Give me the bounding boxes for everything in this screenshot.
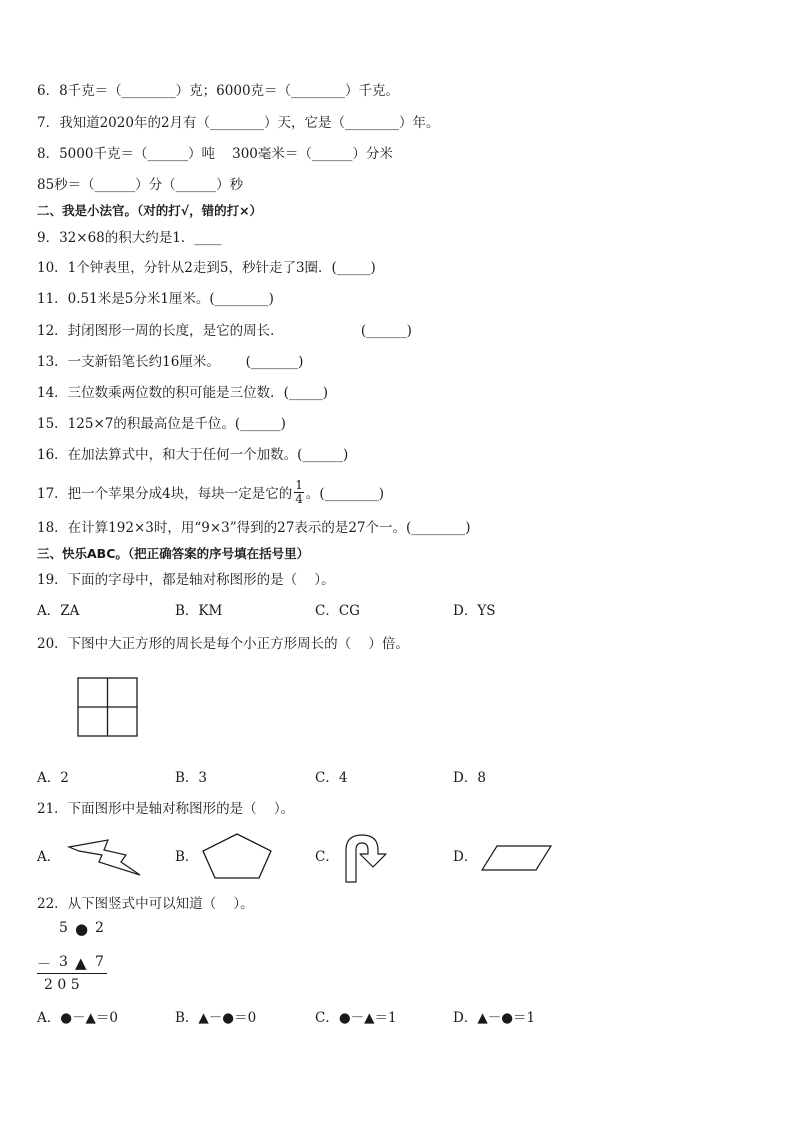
question-19: 19．下面的字母中，都是轴对称图形的是（ ）。 [37,572,335,588]
minuend-digit-hundreds: 5 [59,920,68,936]
fraction-one-quarter [294,479,304,506]
q22-option-a[interactable]: A．●－▲＝0 [37,1010,118,1026]
question-7: 7．我知道2020年的2月有（________）天，它是（________）年。 [37,115,440,131]
minuend-digit-ones: 2 [95,920,104,936]
u-turn-arrow-icon [342,832,398,884]
fraction-numerator: 1 [295,478,303,492]
question-14: 14．三位数乘两位数的积可能是三位数．(_____) [37,385,328,401]
difference-result: 2 0 5 [44,977,80,993]
square-grid-figure [77,677,139,738]
section-3-heading: 三、快乐ABC。（把正确答案的序号填在括号里） [37,546,310,561]
question-11: 11．0.51米是5分米1厘米。(________) [37,291,274,307]
fraction-denominator: 4 [295,492,303,506]
circle-symbol-icon: ● [75,920,89,938]
question-6: 6．8千克＝（________）克；6000克＝（________）千克。 [37,83,400,99]
triangle-symbol-icon: ▲ [75,954,87,972]
question-8-line-1: 8．5000千克＝（______）吨 300毫米＝（______）分米 [37,146,393,162]
q22-option-c[interactable]: C．●－▲＝1 [315,1010,397,1026]
parallelogram-icon [480,844,554,872]
question-22: 22．从下图竖式中可以知道（ ）。 [37,896,254,912]
q22-option-d[interactable]: D．▲－●＝1 [453,1010,536,1026]
question-15: 15．125×7的积最高位是千位。(______) [37,416,286,432]
q21-option-d[interactable]: D． [453,849,478,865]
q20-option-a[interactable]: A．2 [37,770,69,786]
question-17 [37,478,384,508]
question-16: 16．在加法算式中，和大于任何一个加数。(______) [37,447,349,463]
question-12: 12．封闭图形一周的长度，是它的周长． (______) [37,323,412,339]
question-10: 10．1个钟表里，分针从2走到5，秒针走了3圈．(_____) [37,260,376,276]
calculation-rule [37,973,107,974]
q21-option-a[interactable]: A． [37,849,61,865]
question-13: 13．一支新铅笔长约16厘米。 (_______) [37,354,304,370]
q20-option-b[interactable]: B．3 [175,770,208,786]
q19-option-b[interactable]: B．KM [175,603,223,619]
q21-option-b[interactable]: B． [175,849,199,865]
q21-option-c[interactable]: C． [315,849,339,865]
q20-option-c[interactable]: C．4 [315,770,348,786]
question-8-line-2: 85秒＝（______）分（______）秒 [37,177,244,193]
question-17-text: 17．把一个苹果分成4块，每块一定是它的 [37,486,293,502]
subtrahend-digit-hundreds: 3 [59,954,68,970]
lightning-icon [66,837,142,879]
question-21: 21．下面图形中是轴对称图形的是（ ）。 [37,801,295,817]
subtrahend-digit-ones: 7 [95,954,104,970]
q19-option-c[interactable]: C．CG [315,603,360,619]
question-9: 9．32×68的积大约是1．____ [37,230,222,246]
q19-option-a[interactable]: A．ZA [37,603,80,619]
subtraction-vertical-form [37,920,117,1000]
question-18: 18．在计算192×3时，用“9×3”得到的27表示的是27个一。(________) [37,520,471,536]
q19-option-d[interactable]: D．YS [453,603,496,619]
question-17-blank: 。(________) [305,486,384,502]
question-20: 20．下图中大正方形的周长是每个小正方形周长的（ ）倍。 [37,636,409,652]
q20-option-d[interactable]: D．8 [453,770,486,786]
pentagon-icon [201,832,273,880]
minus-sign: － [37,957,51,973]
section-2-heading: 二、我是小法官。（对的打√，错的打×） [37,203,263,218]
q22-option-b[interactable]: B．▲－●＝0 [175,1010,257,1026]
